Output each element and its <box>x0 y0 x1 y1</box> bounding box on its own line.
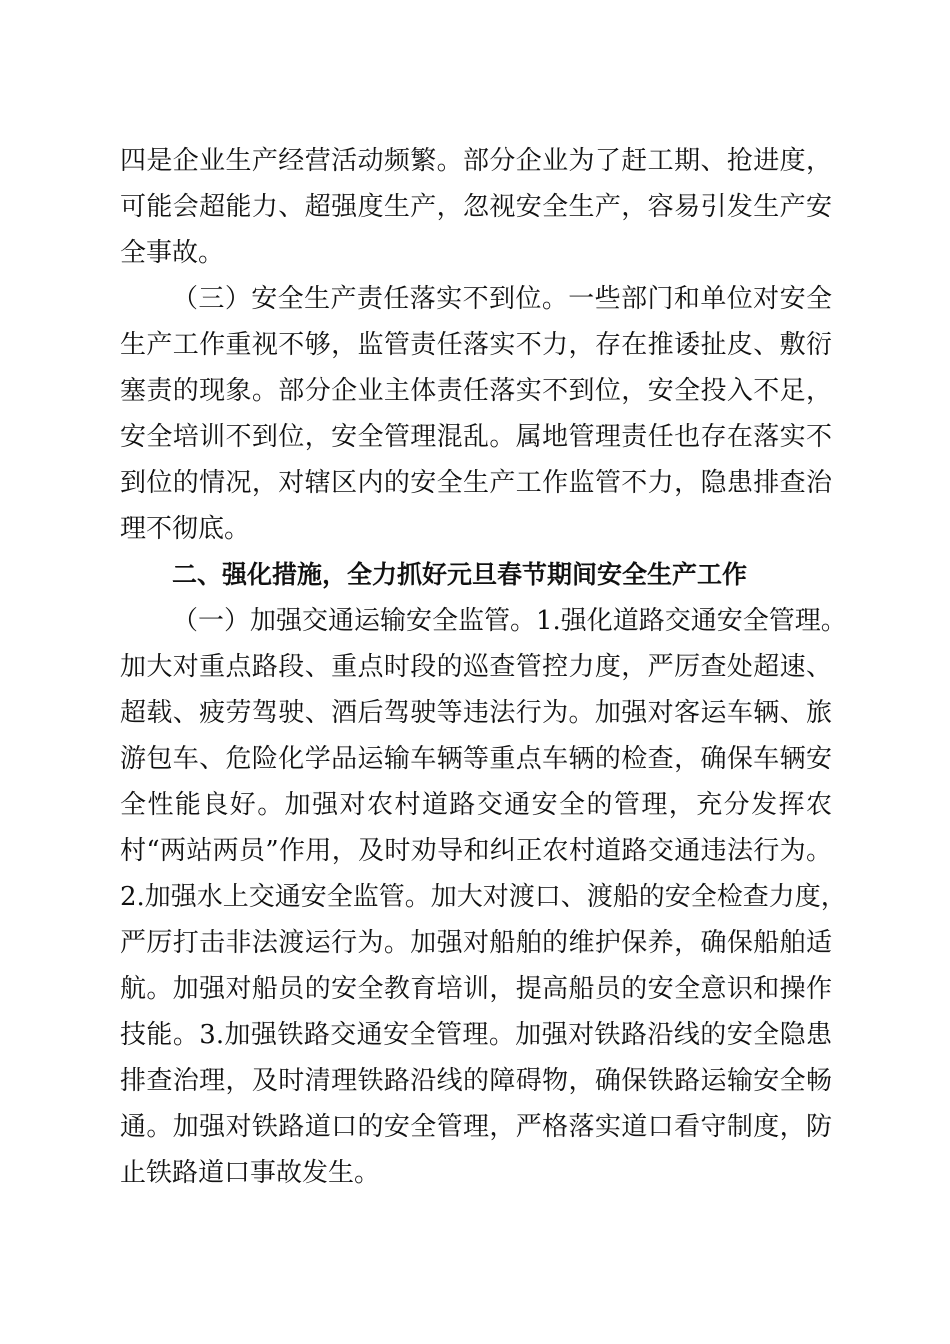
paragraph-line: 加大对重点路段、重点时段的巡查管控力度，严厉查处超速、 <box>120 652 832 682</box>
paragraph-line: 全事故。 <box>120 238 225 268</box>
paragraph-line: 理不彻底。 <box>120 514 251 544</box>
paragraph-line: 生产工作重视不够，监管责任落实不力，存在推诿扯皮、敷衍 <box>120 330 832 360</box>
paragraph-line: 排查治理，及时清理铁路沿线的障碍物，确保铁路运输安全畅 <box>120 1066 832 1096</box>
paragraph-line: 技能。3.加强铁路交通安全管理。加强对铁路沿线的安全隐患 <box>120 1020 832 1050</box>
paragraph-line: 塞责的现象。部分企业主体责任落实不到位，安全投入不足， <box>120 376 832 406</box>
paragraph-line: 航。加强对船员的安全教育培训，提高船员的安全意识和操作 <box>120 974 832 1004</box>
section-heading-3: （三）安全生产责任落实不到位。一些部门和单位对安全 <box>172 284 832 314</box>
paragraph-line: 全性能良好。加强对农村道路交通安全的管理，充分发挥农 <box>120 790 832 820</box>
paragraph-line: 超载、疲劳驾驶、酒后驾驶等违法行为。加强对客运车辆、旅 <box>120 698 832 728</box>
paragraph-line: 安全培训不到位，安全管理混乱。属地管理责任也存在落实不 <box>120 422 832 452</box>
paragraph-line: 2.加强水上交通安全监管。加大对渡口、渡船的安全检查力度， <box>120 882 847 912</box>
paragraph-line: 村“两站两员”作用，及时劝导和纠正农村道路交通违法行为。 <box>120 836 832 866</box>
document-body <box>120 138 847 1196</box>
paragraph-line: 止铁路道口事故发生。 <box>120 1158 381 1188</box>
paragraph-line: 严厉打击非法渡运行为。加强对船舶的维护保养，确保船舶适 <box>120 928 832 958</box>
paragraph-line: 通。加强对铁路道口的安全管理，严格落实道口看守制度，防 <box>120 1112 832 1142</box>
paragraph-line: 四是企业生产经营活动频繁。部分企业为了赶工期、抢进度， <box>120 146 832 176</box>
section-heading-1: （一）加强交通运输安全监管。1.强化道路交通安全管理。 <box>172 606 847 636</box>
paragraph-line: 游包车、危险化学品运输车辆等重点车辆的检查，确保车辆安 <box>120 744 832 774</box>
paragraph-line: 可能会超能力、超强度生产，忽视安全生产，容易引发生产安 <box>120 192 832 222</box>
chapter-heading: 二、强化措施，全力抓好元旦春节期间安全生产工作 <box>172 560 748 589</box>
paragraph-line: 到位的情况，对辖区内的安全生产工作监管不力，隐患排查治 <box>120 468 832 498</box>
